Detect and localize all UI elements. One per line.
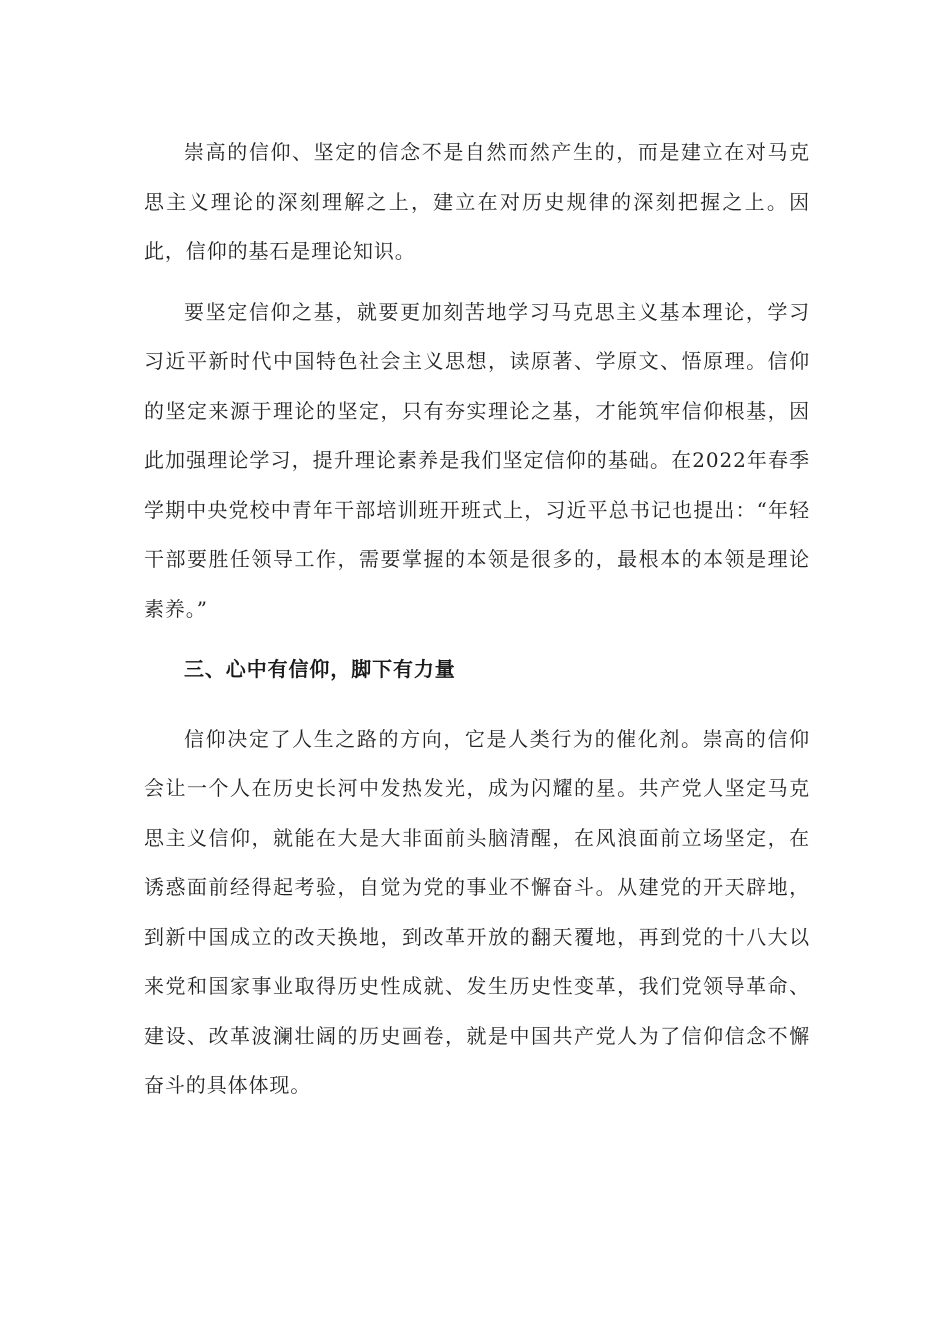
paragraph-faith-power: 信仰决定了人生之路的方向，它是人类行为的催化剂。崇高的信仰会让一个人在历史长河中发热发光，成为闪耀的星。共产党人坚定马克思主义信仰，就能在大是大非面前头脑清醒，在风浪面前立场坚定，在诱惑面前经得起考验，自觉为党的事业不懈奋斗。从建党的开天辟地，到新中国成立的改天换地，到改革开放的翻天覆地，再到党的十八大以来党和国家事业取得历史性成就、发生历史性变革，我们党领导革命、建设、改革波澜壮阔的历史画卷，就是中国共产党人为了信仰信念不懈奋斗的具体体现。 xyxy=(144,726,810,1097)
section-heading: 三、心中有信仰，脚下有力量 xyxy=(184,657,456,681)
paragraph-theory-study: 要坚定信仰之基，就要更加刻苦地学习马克思主义基本理论，学习习近平新时代中国特色社会主义思想，读原著、学原文、悟原理。信仰的坚定来源于理论的坚定，只有夯实理论之基，才能筑牢信仰根基，因此加强理论学习，提升理论素养是我们坚定信仰的基础。在2022年春季学期中央党校中青年干部培训班开班式上，习近平总书记也提出：“年轻干部要胜任领导工作，需要掌握的本领是很多的，最根本的本领是理论素养。” xyxy=(144,299,810,621)
paragraph-faith-foundation: 崇高的信仰、坚定的信念不是自然而然产生的，而是建立在对马克思主义理论的深刻理解之上，建立在对历史规律的深刻把握之上。因此，信仰的基石是理论知识。 xyxy=(144,140,810,263)
document-body xyxy=(144,128,810,1111)
